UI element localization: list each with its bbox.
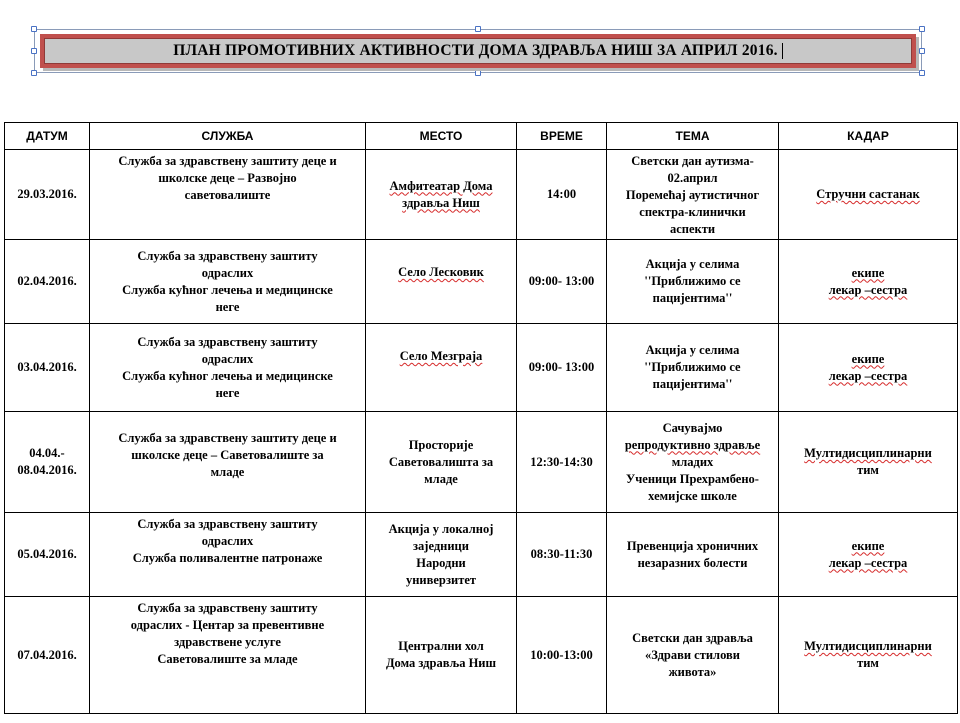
text-line: Служба за здравствену заштиту: [137, 517, 318, 531]
text-line: здравствене услуге: [174, 635, 281, 649]
text-cursor: [782, 43, 783, 59]
table-row: [5, 513, 958, 597]
cell-time: 08:30-11:30: [517, 513, 607, 597]
text-line: одраслих: [201, 265, 254, 280]
header-date: ДАТУМ: [5, 123, 90, 150]
text-line: Саветовалиште за младе: [157, 652, 298, 666]
text-line: живота»: [668, 664, 717, 679]
resize-handle-bottom-left[interactable]: [31, 70, 37, 76]
text-line: школске деце – Саветовалиште за: [131, 448, 324, 462]
text-line: универзитет: [405, 572, 477, 587]
text-line: младих: [671, 454, 714, 469]
text-line: неге: [215, 299, 240, 314]
header-service: СЛУЖБА: [90, 123, 366, 150]
cell-place: [366, 240, 517, 324]
text-line: екипе: [851, 351, 885, 366]
cell-topic: [607, 240, 779, 324]
page-title: ПЛАН ПРОМОТИВНИХ АКТИВНОСТИ ДОМА ЗДРАВЉА НИШ ЗА АПРИЛ 2016.: [173, 42, 778, 59]
cell-service: [90, 240, 366, 324]
cell-time: 10:00-13:00: [517, 597, 607, 714]
cell-topic: [607, 324, 779, 412]
text-line: Мултидисциплинарни: [804, 446, 932, 460]
table-row: [5, 412, 958, 513]
resize-handle-bottom-center[interactable]: [475, 70, 481, 76]
text-line: Централни хол: [398, 639, 484, 653]
cell-time: 09:00- 13:00: [517, 240, 607, 324]
text-line: аспекти: [669, 222, 716, 236]
table-row: [5, 597, 958, 714]
activities-table: [4, 122, 958, 714]
text-line: младе: [424, 471, 458, 486]
text-line: Служба кућног лечења и медицинске: [122, 368, 333, 383]
cell-date: [5, 412, 90, 513]
text-line: Служба поливалентне патронаже: [132, 551, 323, 565]
cell-service: [90, 597, 366, 714]
cell-place: [366, 412, 517, 513]
cell-place: [366, 513, 517, 597]
text-line: Служба за здравствену заштиту деце и: [118, 431, 337, 445]
text-line: Сачувајмо: [662, 420, 723, 435]
text-line: 02.април: [667, 171, 718, 185]
text-line: ''Приближимо се: [644, 274, 741, 288]
text-line: 04.04.-: [29, 446, 65, 460]
table-row: [5, 240, 958, 324]
cell-staff: [779, 412, 958, 513]
text-line: школске деце – Развојно: [158, 171, 297, 185]
cell-place: [366, 597, 517, 714]
header-time: ВРЕМЕ: [517, 123, 607, 150]
text-line: Поремећај аутистичног: [625, 188, 760, 202]
text-line: Светски дан аутизма-: [631, 154, 754, 168]
text-line: Село Мезграја: [399, 349, 483, 363]
cell-date: 03.04.2016.: [5, 324, 90, 412]
cell-service: [90, 324, 366, 412]
cell-time: 12:30-14:30: [517, 412, 607, 513]
text-line: Акција у селима: [645, 257, 740, 271]
cell-staff: [779, 240, 958, 324]
table-row: [5, 150, 958, 240]
text-line: тим: [857, 656, 879, 670]
cell-topic: [607, 412, 779, 513]
text-line: Дома здравља Ниш: [385, 656, 497, 670]
text-line: Саветовалишта за: [388, 454, 494, 469]
text-line: тим: [857, 463, 879, 477]
text-line: спектра-клинички: [639, 205, 746, 219]
text-line: Служба за здравствену заштиту: [137, 601, 318, 615]
text-line: ''Приближимо се: [644, 360, 741, 374]
cell-date: 07.04.2016.: [5, 597, 90, 714]
cell-time: 14:00: [517, 150, 607, 240]
text-line: саветовалиште: [184, 188, 271, 202]
title-banner-inner: [44, 38, 912, 64]
text-line: одраслих: [201, 534, 254, 548]
resize-handle-top-right[interactable]: [919, 26, 925, 32]
text-line: лекар –сестра: [828, 282, 908, 297]
table-header-row: [5, 123, 958, 150]
text-line: лекар –сестра: [828, 555, 908, 570]
text-line: Светски дан здравља: [632, 630, 753, 645]
text-line: неге: [215, 385, 240, 400]
cell-service: [90, 150, 366, 240]
text-line: «Здрави стилови: [645, 647, 740, 662]
cell-staff: [779, 513, 958, 597]
resize-handle-bottom-right[interactable]: [919, 70, 925, 76]
header-topic: ТЕМА: [607, 123, 779, 150]
cell-topic: [607, 150, 779, 240]
resize-handle-middle-right[interactable]: [919, 48, 925, 54]
resize-handle-middle-left[interactable]: [31, 48, 37, 54]
text-line: екипе: [851, 538, 885, 553]
cell-place: [366, 150, 517, 240]
resize-handle-top-center[interactable]: [475, 26, 481, 32]
text-line: Акција у локалној: [388, 521, 494, 536]
text-line: Служба за здравствену заштиту деце и: [118, 154, 337, 168]
cell-staff: [779, 150, 958, 240]
text-line: Амфитеатар Дома: [389, 178, 493, 193]
text-line: репродуктивно здравље: [624, 437, 761, 452]
title-banner[interactable]: [40, 34, 916, 68]
text-line: пацијентима'': [652, 291, 733, 305]
cell-date: 02.04.2016.: [5, 240, 90, 324]
text-line: здравља Ниш: [402, 195, 480, 210]
text-line: Народни: [416, 555, 466, 570]
text-line: Село Лесковик: [398, 265, 484, 279]
text-line: младе: [210, 465, 245, 479]
text-line: незаразних болести: [637, 555, 748, 570]
text-line: Мултидисциплинарни: [804, 639, 932, 653]
text-line: Просторије: [408, 437, 474, 452]
cell-topic: [607, 513, 779, 597]
text-line: заједници: [413, 538, 469, 553]
text-line: пацијентима'': [652, 377, 733, 391]
cell-place: [366, 324, 517, 412]
header-staff: КАДАР: [779, 123, 958, 150]
text-line: лекар –сестра: [828, 368, 908, 383]
cell-date: 29.03.2016.: [5, 150, 90, 240]
text-line: Стручни састанак: [816, 187, 920, 201]
cell-topic: [607, 597, 779, 714]
text-line: Превенција хроничних: [626, 538, 759, 553]
text-line: хемијске школе: [648, 488, 737, 503]
text-line: Служба за здравствену заштиту: [137, 248, 318, 263]
text-line: Служба за здравствену заштиту: [137, 334, 318, 349]
text-line: екипе: [851, 265, 885, 280]
cell-service: [90, 412, 366, 513]
resize-handle-top-left[interactable]: [31, 26, 37, 32]
text-line: одраслих: [201, 351, 254, 366]
table-row: [5, 324, 958, 412]
text-line: Служба кућног лечења и медицинске: [122, 282, 333, 297]
header-place: МЕСТО: [366, 123, 517, 150]
text-line: одраслих - Центар за превентивне: [130, 618, 325, 632]
text-line: Акција у селима: [645, 343, 740, 357]
text-line: 08.04.2016.: [17, 463, 77, 477]
cell-time: 09:00- 13:00: [517, 324, 607, 412]
cell-staff: [779, 324, 958, 412]
cell-service: [90, 513, 366, 597]
cell-staff: [779, 597, 958, 714]
cell-date: 05.04.2016.: [5, 513, 90, 597]
text-line: Ученици Прехрамбено-: [626, 471, 759, 486]
